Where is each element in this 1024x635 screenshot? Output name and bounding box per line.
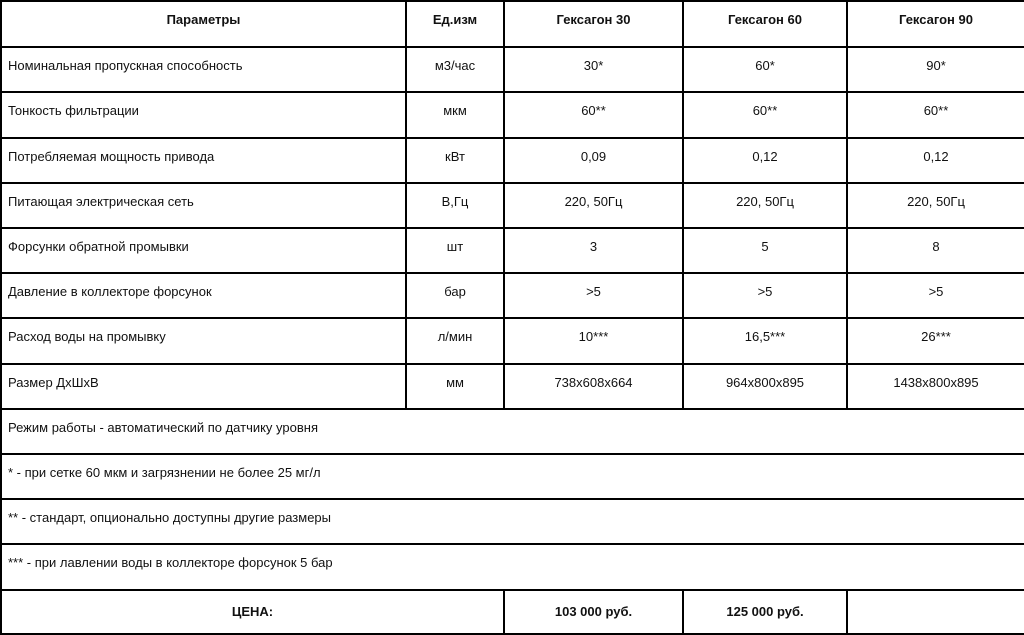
param-cell: Тонкость фильтрации <box>1 92 406 137</box>
note-row <box>1 544 1024 589</box>
value-cell: 3 <box>504 228 683 273</box>
note-cell: ** - стандарт, опционально доступны другие размеры <box>1 499 1024 544</box>
value-cell: 220, 50Гц <box>504 183 683 228</box>
value-cell: >5 <box>847 273 1024 318</box>
price-value: 103 000 руб. <box>504 590 683 634</box>
value-cell: 5 <box>683 228 847 273</box>
table-row <box>1 47 1024 92</box>
value-cell: 220, 50Гц <box>847 183 1024 228</box>
value-cell: 0,09 <box>504 138 683 183</box>
header-param: Параметры <box>1 1 406 47</box>
value-cell: >5 <box>683 273 847 318</box>
value-cell: 90* <box>847 47 1024 92</box>
note-row <box>1 499 1024 544</box>
header-unit: Ед.изм <box>406 1 504 47</box>
table-row <box>1 228 1024 273</box>
header-model: Гексагон 30 <box>504 1 683 47</box>
param-cell: Расход воды на промывку <box>1 318 406 363</box>
value-cell: 8 <box>847 228 1024 273</box>
header-model: Гексагон 60 <box>683 1 847 47</box>
unit-cell: бар <box>406 273 504 318</box>
unit-cell: мм <box>406 364 504 409</box>
unit-cell: шт <box>406 228 504 273</box>
price-value <box>847 590 1024 634</box>
value-cell: 1438x800x895 <box>847 364 1024 409</box>
note-cell: Режим работы - автоматический по датчику уровня <box>1 409 1024 454</box>
unit-cell: В,Гц <box>406 183 504 228</box>
unit-cell: кВт <box>406 138 504 183</box>
note-cell: * - при сетке 60 мкм и загрязнении не более 25 мг/л <box>1 454 1024 499</box>
table-row <box>1 364 1024 409</box>
table-row <box>1 273 1024 318</box>
value-cell: 26*** <box>847 318 1024 363</box>
price-row <box>1 590 1024 634</box>
value-cell: 220, 50Гц <box>683 183 847 228</box>
price-value: 125 000 руб. <box>683 590 847 634</box>
value-cell: 60** <box>683 92 847 137</box>
value-cell: 0,12 <box>847 138 1024 183</box>
param-cell: Питающая электрическая сеть <box>1 183 406 228</box>
value-cell: 60** <box>847 92 1024 137</box>
note-cell: *** - при лавлении воды в коллекторе форсунок 5 бар <box>1 544 1024 589</box>
unit-cell: м3/час <box>406 47 504 92</box>
param-cell: Размер ДхШхВ <box>1 364 406 409</box>
value-cell: 738x608x664 <box>504 364 683 409</box>
param-cell: Потребляемая мощность привода <box>1 138 406 183</box>
note-row <box>1 409 1024 454</box>
value-cell: 60** <box>504 92 683 137</box>
table-row <box>1 183 1024 228</box>
value-cell: 964x800x895 <box>683 364 847 409</box>
value-cell: 0,12 <box>683 138 847 183</box>
value-cell: 10*** <box>504 318 683 363</box>
value-cell: 60* <box>683 47 847 92</box>
header-model: Гексагон 90 <box>847 1 1024 47</box>
header-row <box>1 1 1024 47</box>
param-cell: Форсунки обратной промывки <box>1 228 406 273</box>
price-label: ЦЕНА: <box>1 590 504 634</box>
unit-cell: л/мин <box>406 318 504 363</box>
table-row <box>1 92 1024 137</box>
value-cell: >5 <box>504 273 683 318</box>
note-row <box>1 454 1024 499</box>
table-row <box>1 318 1024 363</box>
value-cell: 16,5*** <box>683 318 847 363</box>
param-cell: Давление в коллекторе форсунок <box>1 273 406 318</box>
value-cell: 30* <box>504 47 683 92</box>
param-cell: Номинальная пропускная способность <box>1 47 406 92</box>
table-row <box>1 138 1024 183</box>
unit-cell: мкм <box>406 92 504 137</box>
